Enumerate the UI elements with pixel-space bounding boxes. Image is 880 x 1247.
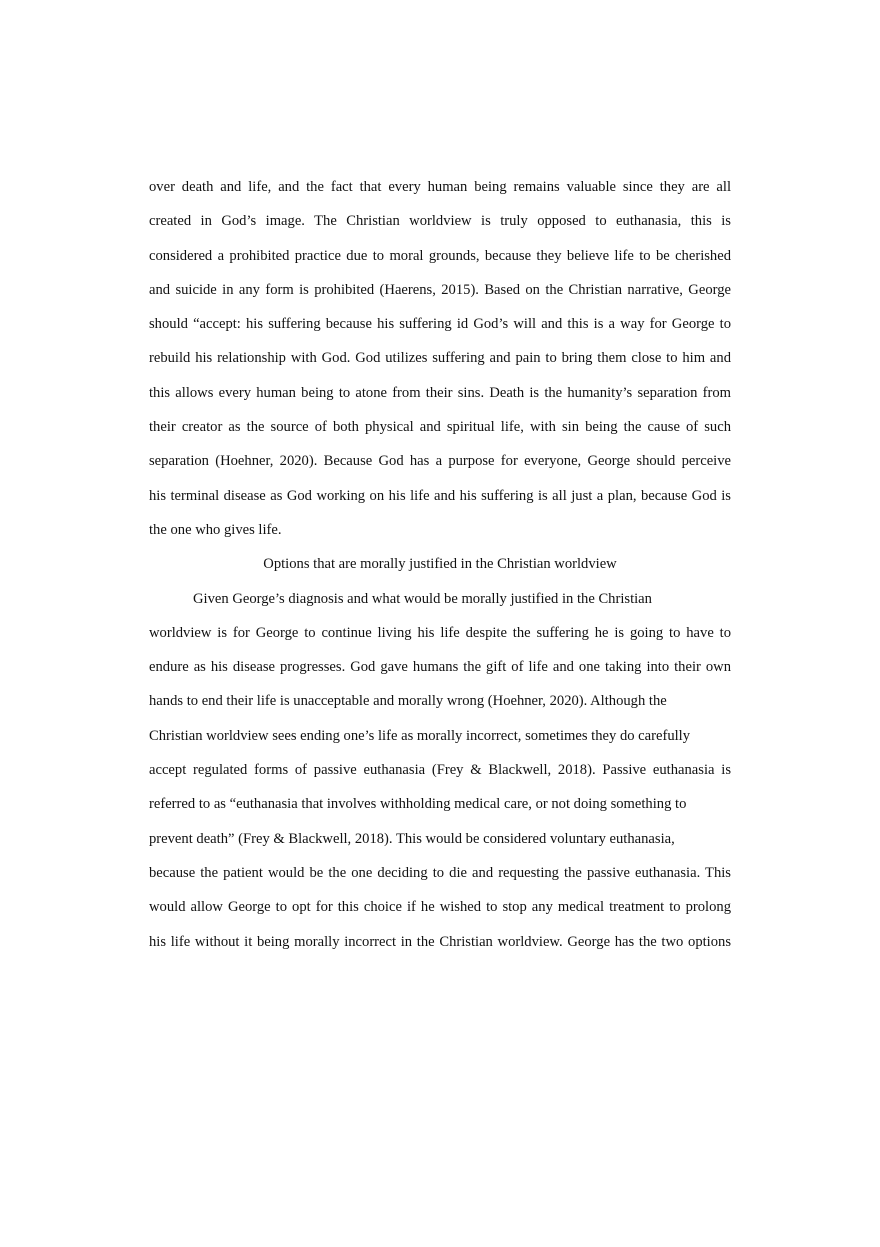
paragraph-1 — [149, 173, 731, 550]
text-line: rebuild his relationship with God. God utilizes suffering and pain to bring them close to him and — [149, 350, 731, 367]
text-line: would allow George to opt for this choice if he wished to stop any medical treatment to prolong — [149, 899, 731, 916]
text-line: their creator as the source of both physical and spiritual life, with sin being the cause of such — [149, 419, 731, 436]
text-line: his terminal disease as God working on his life and his suffering is all just a plan, because God is — [149, 487, 731, 504]
text-line: accept regulated forms of passive euthanasia (Frey & Blackwell, 2018). Passive euthanasia is — [149, 762, 731, 779]
paragraph-2 — [149, 585, 731, 962]
body-text — [149, 173, 731, 962]
text-line: considered a prohibited practice due to moral grounds, because they believe life to be cherished — [149, 247, 731, 264]
text-line: should “accept: his suffering because his suffering id God’s will and this is a way for George to — [149, 316, 731, 333]
text-line: because the patient would be the one deciding to die and requesting the passive euthanasia. This — [149, 864, 731, 881]
text-line: prevent death” (Frey & Blackwell, 2018). This would be considered voluntary euthanasia, — [149, 830, 675, 847]
text-line: endure as his disease progresses. God gave humans the gift of life and one taking into their own — [149, 659, 731, 676]
text-line: the one who gives life. — [149, 521, 282, 538]
text-line: and suicide in any form is prohibited (Haerens, 2015). Based on the Christian narrative, George — [149, 281, 731, 298]
text-line: Christian worldview sees ending one’s life as morally incorrect, sometimes they do carefully — [149, 727, 691, 744]
text-line: separation (Hoehner, 2020). Because God has a purpose for everyone, George should perceive — [149, 453, 731, 470]
text-line: Given George’s diagnosis and what would be morally justified in the Christian — [193, 590, 652, 607]
text-line: hands to end their life is unacceptable and morally wrong (Hoehner, 2020). Although the — [149, 693, 667, 710]
section-heading: Options that are morally justified in the Christian worldview — [263, 556, 617, 573]
text-line: referred to as “euthanasia that involves withholding medical care, or not doing something to — [149, 796, 687, 813]
text-line: this allows every human being to atone from their sins. Death is the humanity’s separation from — [149, 384, 731, 401]
text-line: his life without it being morally incorrect in the Christian worldview. George has the two options — [149, 933, 731, 950]
text-line: over death and life, and the fact that every human being remains valuable since they are all — [149, 179, 731, 195]
text-line: created in God’s image. The Christian worldview is truly opposed to euthanasia, this is — [149, 213, 731, 230]
text-line: worldview is for George to continue living his life despite the suffering he is going to have to — [149, 624, 731, 641]
